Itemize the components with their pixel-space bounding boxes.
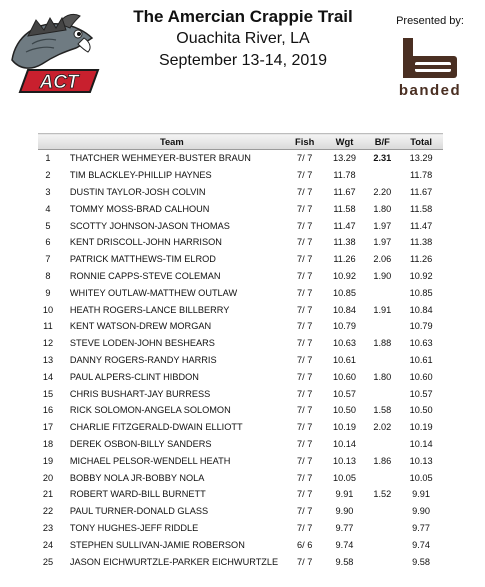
cell-fish: 7/ 7 [297,388,313,399]
cell-team: PAUL TURNER-DONALD GLASS [69,506,209,517]
cell-wgt: 10.79 [332,321,356,332]
cell-fish: 7/ 7 [297,270,313,281]
table-row [38,486,443,503]
cell-wgt: 10.63 [332,338,356,349]
cell-total: 9.77 [412,522,431,533]
cell-fish: 7/ 7 [297,472,313,483]
page-header [0,0,485,120]
cell-fish: 7/ 7 [297,455,313,466]
cell-team: RONNIE CAPPS-STEVE COLEMAN [69,270,221,281]
cell-total: 11.67 [409,186,433,197]
cell-fish: 6/ 6 [297,539,313,550]
cell-bf [365,167,399,184]
cell-fish: 7/ 7 [297,237,313,248]
cell-bf: 1.58 [373,405,392,416]
cell-bf: 1.91 [373,304,392,315]
cell-fish: 7/ 7 [297,254,313,265]
cell-team: JASON EICHWURTZLE-PARKER EICHWURTZLE [69,556,279,567]
cell-team: TONY HUGHES-JEFF RIDDLE [69,522,199,533]
cell-rank: 22 [42,506,54,517]
cell-wgt: 10.13 [332,455,356,466]
banded-wordmark [378,82,482,98]
col-wgt-header: Wgt [324,134,366,150]
table-row [38,436,443,453]
cell-bf [365,503,399,520]
crappie-fish-icon [12,14,92,68]
cell-bf [365,520,399,537]
table-header-row [38,134,443,150]
cell-wgt: 11.38 [333,237,356,248]
cell-wgt: 13.29 [332,153,356,164]
cell-wgt: 10.61 [332,354,356,365]
cell-rank: 1 [45,153,51,164]
table-row [38,268,443,285]
cell-rank: 19 [42,455,54,466]
cell-total: 10.13 [409,455,433,466]
cell-rank: 9 [45,287,51,298]
cell-rank: 18 [42,438,54,449]
cell-bf: 1.88 [373,338,392,349]
sponsor-block [378,14,482,98]
cell-bf: 1.97 [373,237,392,248]
cell-fish: 7/ 7 [297,438,313,449]
cell-wgt: 10.19 [332,422,356,433]
cell-total: 10.05 [409,472,433,483]
cell-wgt: 10.14 [332,438,356,449]
table-row [38,217,443,234]
cell-fish: 7/ 7 [297,422,313,433]
cell-rank: 10 [42,304,54,315]
cell-bf [365,536,399,553]
cell-team: SCOTTY JOHNSON-JASON THOMAS [69,220,230,231]
cell-total: 10.60 [409,371,433,382]
cell-fish: 7/ 7 [297,304,313,315]
cell-wgt: 10.85 [332,287,356,298]
cell-wgt: 11.58 [333,203,356,214]
col-bf-header: B/F [365,134,399,150]
cell-team: DUSTIN TAYLOR-JOSH COLVIN [69,186,206,197]
cell-total: 10.57 [409,388,433,399]
cell-fish: 7/ 7 [297,506,313,517]
cell-bf: 1.86 [373,455,392,466]
cell-bf: 1.80 [373,203,392,214]
table-row [38,184,443,201]
tournament-location: Ouachita River, LA [176,30,310,47]
cell-fish: 7/ 7 [297,220,313,231]
act-logo-text: ACT [39,72,79,93]
cell-bf [365,385,399,402]
cell-team: STEVE LODEN-JOHN BESHEARS [69,338,215,349]
cell-team: WHITEY OUTLAW-MATTHEW OUTLAW [69,287,238,298]
tournament-dates: September 13-14, 2019 [158,52,328,69]
cell-fish: 7/ 7 [297,170,313,181]
cell-total: 11.78 [409,170,433,181]
table-row [38,469,443,486]
cell-rank: 23 [42,522,54,533]
table-row [38,520,443,537]
cell-fish: 7/ 7 [297,338,313,349]
cell-wgt: 9.91 [335,489,354,500]
cell-fish: 7/ 7 [297,371,313,382]
cell-rank: 16 [42,405,54,416]
cell-wgt: 11.67 [333,186,356,197]
cell-team: THATCHER WEHMEYER-BUSTER BRAUN [69,153,251,164]
table-row [38,301,443,318]
cell-total: 10.85 [409,287,433,298]
cell-team: STEPHEN SULLIVAN-JAMIE ROBERSON [69,539,245,550]
table-row [38,335,443,352]
cell-total: 10.79 [409,321,433,332]
cell-fish: 7/ 7 [297,489,313,500]
cell-total: 10.50 [409,405,433,416]
cell-fish: 7/ 7 [297,522,313,533]
cell-bf: 1.80 [373,371,392,382]
table-row [38,553,443,570]
cell-fish: 7/ 7 [297,321,313,332]
cell-team: BOBBY NOLA JR-BOBBY NOLA [69,472,205,483]
cell-wgt: 10.05 [332,472,356,483]
cell-wgt: 9.74 [335,539,354,550]
cell-team: DEREK OSBON-BILLY SANDERS [69,438,212,449]
table-row [38,402,443,419]
cell-total: 13.29 [409,153,433,164]
cell-team: PATRICK MATTHEWS-TIM ELROD [69,254,216,265]
cell-total: 9.58 [412,556,431,567]
cell-wgt: 10.50 [332,405,356,416]
cell-wgt: 10.60 [332,371,356,382]
cell-rank: 21 [42,489,54,500]
cell-wgt: 10.92 [332,270,356,281]
col-fish-header: Fish [286,134,324,150]
table-row [38,150,443,167]
table-row [38,318,443,335]
act-wordmark [20,70,98,93]
table-row [38,200,443,217]
cell-wgt: 11.47 [333,220,356,231]
cell-rank: 11 [43,321,53,332]
table-row [38,368,443,385]
table-row [38,167,443,184]
cell-team: TIM BLACKLEY-PHILLIP HAYNES [69,170,212,181]
cell-team: CHARLIE FITZGERALD-DWAIN ELLIOTT [69,422,243,433]
cell-fish: 7/ 7 [297,405,313,416]
cell-wgt: 9.58 [335,556,354,567]
cell-total: 11.47 [409,220,433,231]
cell-bf [365,352,399,369]
cell-wgt: 11.78 [333,170,356,181]
cell-rank: 8 [45,270,51,281]
cell-team: KENT WATSON-DREW MORGAN [69,321,212,332]
cell-team: TOMMY MOSS-BRAD CALHOUN [69,203,210,214]
cell-total: 10.92 [409,270,433,281]
cell-total: 10.61 [409,354,433,365]
cell-rank: 15 [42,388,54,399]
cell-rank: 2 [45,170,51,181]
cell-total: 10.63 [409,338,433,349]
cell-total: 9.90 [412,506,431,517]
cell-team: HEATH ROGERS-LANCE BILLBERRY [69,304,230,315]
cell-bf: 1.97 [373,220,392,231]
col-rank-header [38,134,58,150]
title-block [112,6,374,72]
cell-bf [365,553,399,570]
cell-team: PAUL ALPERS-CLINT HIBDON [69,371,199,382]
cell-team: DANNY ROGERS-RANDY HARRIS [69,354,217,365]
cell-fish: 7/ 7 [297,153,313,164]
cell-rank: 17 [42,422,54,433]
col-team-header: Team [58,134,286,150]
cell-rank: 13 [42,354,54,365]
cell-fish: 7/ 7 [297,203,313,214]
cell-bf: 2.31 [373,153,392,164]
cell-rank: 20 [42,472,54,483]
cell-bf [365,318,399,335]
cell-bf: 1.52 [373,489,392,500]
banded-logo-icon [401,36,459,80]
cell-total: 11.26 [409,254,433,265]
act-logo [2,8,102,100]
cell-wgt: 9.77 [335,522,354,533]
table-row [38,284,443,301]
cell-total: 9.74 [412,539,431,550]
cell-bf [365,284,399,301]
cell-rank: 6 [45,237,51,248]
cell-wgt: 10.84 [332,304,356,315]
cell-rank: 25 [42,556,54,567]
cell-total: 10.19 [409,422,433,433]
results-table [38,133,443,570]
table-row [38,536,443,553]
cell-bf: 2.20 [373,186,392,197]
table-row [38,234,443,251]
cell-bf: 2.02 [373,422,392,433]
cell-wgt: 9.90 [335,506,354,517]
cell-team: MICHAEL PELSOR-WENDELL HEATH [69,455,231,466]
cell-total: 11.38 [409,237,433,248]
cell-rank: 5 [45,220,51,231]
cell-total: 10.84 [409,304,433,315]
cell-team: CHRIS BUSHART-JAY BURRESS [69,388,211,399]
cell-bf: 1.90 [373,270,392,281]
cell-rank: 14 [42,371,54,382]
table-row [38,419,443,436]
cell-rank: 7 [45,254,51,265]
table-row [38,385,443,402]
cell-team: KENT DRISCOLL-JOHN HARRISON [69,237,222,248]
table-row [38,352,443,369]
cell-rank: 3 [45,186,51,197]
cell-total: 11.58 [409,203,433,214]
tournament-title: The Amercian Crappie Trail [133,7,353,26]
cell-total: 9.91 [412,489,431,500]
cell-fish: 7/ 7 [297,287,313,298]
cell-rank: 24 [42,539,54,550]
cell-team: RICK SOLOMON-ANGELA SOLOMON [69,405,231,416]
cell-wgt: 10.57 [332,388,356,399]
cell-team: ROBERT WARD-BILL BURNETT [69,489,206,500]
cell-fish: 7/ 7 [297,354,313,365]
cell-fish: 7/ 7 [297,556,313,567]
col-total-header: Total [399,134,443,150]
table-row [38,251,443,268]
table-row [38,503,443,520]
sponsor-name: banded [398,82,462,98]
cell-bf [365,469,399,486]
cell-fish: 7/ 7 [297,186,313,197]
cell-wgt: 11.26 [333,254,356,265]
cell-bf [365,436,399,453]
table-row [38,452,443,469]
cell-total: 10.14 [409,438,433,449]
cell-rank: 4 [45,203,51,214]
cell-rank: 12 [42,338,54,349]
cell-bf: 2.06 [373,254,392,265]
presented-by-label: Presented by: [396,15,464,27]
